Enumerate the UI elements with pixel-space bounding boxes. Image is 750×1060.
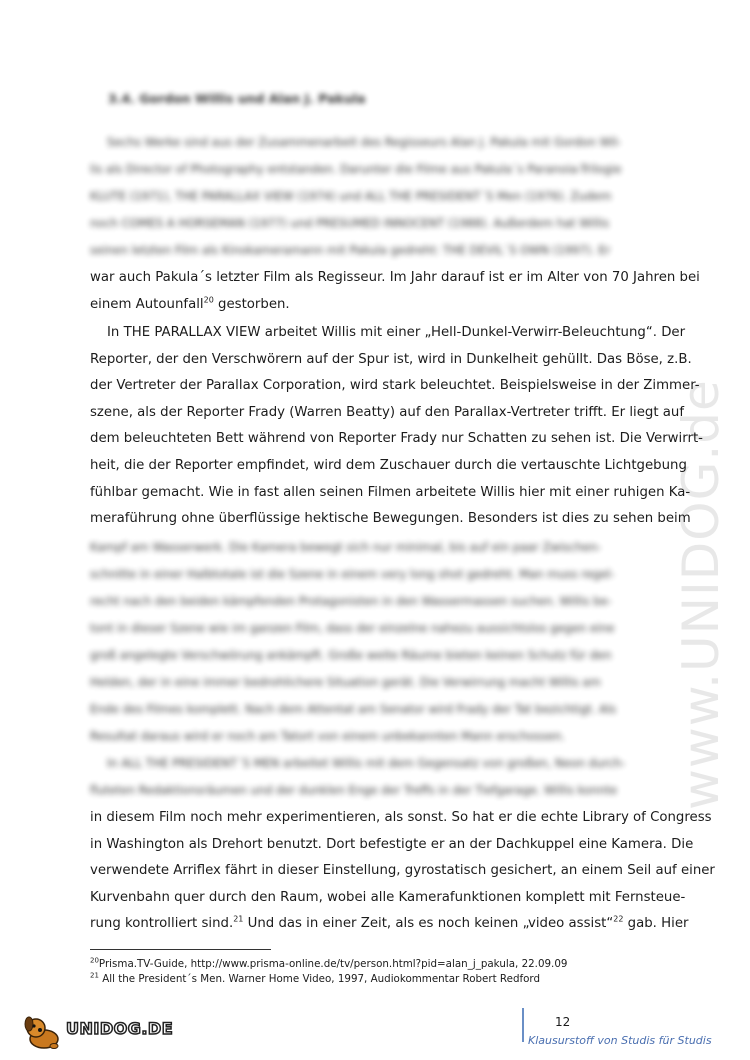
paragraph-3 [90,805,715,938]
text-line: heit, die der Reporter empfindet, wird dem Zuschauer durch die vertauschte Lichtgebung [90,457,687,473]
text-line: der Vertreter der Parallax Corporation, wird stark beleuchtet. Beispielsweise in der Zimmer- [90,378,700,394]
blurred-line: seinen letzten Film als Kinokameramann mit Pakula gedreht: THE DEVIL´S OWN (1997). Er [90,243,611,257]
text-line: In THE PARALLAX VIEW arbeitet Willis mit einer „Hell-Dunkel-Verwirr-Beleuchtung“. Der [107,325,686,340]
blurred-line: KLUTE (1971), THE PARALLAX VIEW (1974) und ALL THE PRESIDENT´S Men (1976). Zudem [90,189,612,203]
footnote-ref-20: 20 [203,295,214,305]
watermark: www.UNIDOG.de [672,379,730,810]
footnote-20: $^{20}$Prisma.TV-Guide, http://www.prisma-online.de/tv/person.html?pid=alan_j_pakula, 22.09.09 [90,956,568,970]
text-line: war auch Pakula´s letzter Film als Regisseur. Im Jahr darauf ist er im Alter von 70 Jahren bei [90,270,700,285]
text-line: verwendete Arriflex fährt in dieser Einstellung, gyrostatisch gesichert, an einem Seil auf einer [90,863,715,879]
blurred-line: Helden, der in eine immer bedrohlichere Situation gerät. Die Verwirrung macht Willis am [90,675,601,689]
blurred-line: noch COMES A HORSEMAN (1977) und PRESUMED INNOCENT (1988). Außerdem hat Willis [90,216,610,230]
text-line: einem Autounfall$^{20}$ gestorben. [90,295,290,312]
blurred-line: Kampf am Wasserwerk. Die Kamera bewegt sich nur minimal, bis auf ein paar Zwischen- [90,540,602,554]
text-line: szene, als der Reporter Frady (Warren Beatty) auf den Parallax-Vertreter trifft. Er liegt auf [90,404,685,420]
footnote-ref-22: 22 [613,914,624,924]
footnote-ref-21: 21 [233,914,244,924]
logo-text: UNIDOG.DE [66,1019,174,1038]
blurred-line: fluteten Redaktionsräumen und der dunklen Enge der Treffs in der Tiefgarage. Willis konnte [90,783,618,797]
footnote-21: $^{21}$ All the President´s Men. Warner Home Video, 1997, Audiokommentar Robert Redford [90,971,541,985]
blurred-line: recht nach den beiden kämpfenden Protagonisten in den Wassermassen suchen. Willis be- [90,594,612,608]
text-line: in diesem Film noch mehr experimentieren, als sonst. So hat er die echte Library of Congress [90,810,712,825]
footer-tagline: Klausurstoff von Studis für Studis [528,1034,712,1047]
blurred-line: lis als Director of Photography entstanden. Darunter die Filme aus Pakula´s Paranoia-Trilogie [90,162,622,176]
text-line: dem beleuchteten Bett während von Reporter Frady nur Schatten zu sehen ist. Die Verwirrt- [90,431,703,447]
footnote-separator [90,949,271,950]
blurred-line: schnitte in einer Halbtotale ist die Szene in einem very long shot gedreht. Man muss regel- [90,567,615,581]
page-number: 12 [555,1015,571,1029]
dog-icon [22,1013,66,1051]
paragraph-1-end [90,265,700,318]
text-line: fühlbar gemacht. Wie in fast allen seinen Filmen arbeitete Willis hier mit einer ruhigen Ka- [90,484,691,500]
text-line: Reporter, der den Verschwörern auf der Spur ist, wird in Dunkelheit gehüllt. Das Böse, z.B. [90,351,692,367]
section-heading: 3.4. Gordon Willis und Alan J. Pakula [108,91,366,106]
text-line: meraführung ohne überflüssige hektische Bewegungen. Besonders ist dies zu sehen beim [90,511,691,527]
blurred-line: tont in dieser Szene wie im ganzen Film, dass der einzelne nahezu aussichtslos gegen eine [90,621,615,635]
blurred-line: Sechs Werke sind aus der Zusammenarbeit des Regisseurs Alan J. Pakula mit Gordon Wil- [107,135,622,149]
blurred-line: Ende des Filmes komplett. Nach dem Attentat am Senator wird Frady der Tat bezichtigt. Als [90,702,617,716]
text-line: in Washington als Drehort benutzt. Dort befestigte er an der Dachkuppel eine Kamera. Die [90,836,694,852]
blurred-line: Resultat daraus wird er noch am Tatort von einem unbekannten Mann erschossen. [90,729,565,743]
footer-divider [522,1008,524,1042]
blurred-line: In ALL THE PRESIDENT´S MEN arbeitet Willis mit dem Gegensatz von großen, Neon durch- [107,756,626,770]
text-line: rung kontrolliert sind.$^{21}$ Und das in einer Zeit, als es noch keinen „video assist“$^{22}$ gab. Hier [90,914,689,932]
text-line: Kurvenbahn quer durch den Raum, wobei alle Kamerafunktionen komplett mit Fernsteue- [90,889,686,905]
paragraph-2 [90,320,703,533]
unidog-logo [22,1013,174,1051]
blurred-line: groß angelegte Verschwörung ankämpft. Große weite Räume bieten keinen Schutz für den [90,648,612,662]
